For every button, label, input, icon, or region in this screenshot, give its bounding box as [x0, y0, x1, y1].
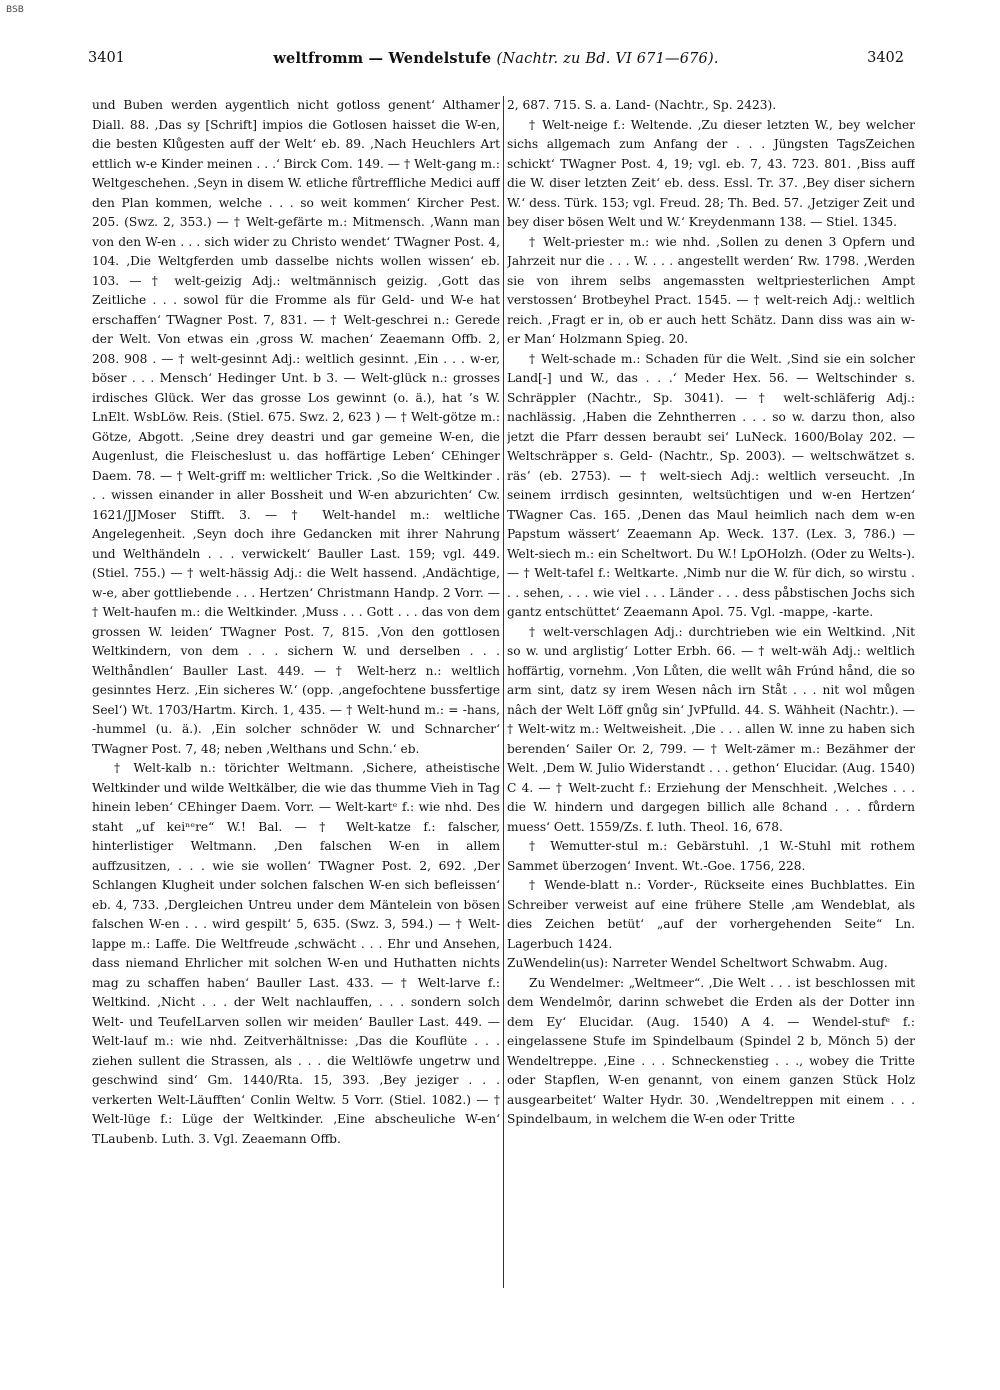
column-divider: [503, 96, 504, 1288]
entry-paragraph: 2, 687. 715. S. a. Land- (Nachtr., Sp. 2423).: [507, 98, 777, 112]
entry-paragraph: † Wemutter-stul m.: Gebärstuhl. ‚1 W.-Stuhl mit rothem Sammet überzogen‘ Invent. Wt.-Goe. 1756, 228.: [507, 839, 915, 873]
running-title: [88, 50, 904, 67]
page-number-left: 3401: [88, 50, 125, 66]
running-title-text: weltfromm — Wendelstufe: [273, 50, 492, 67]
left-column: [92, 96, 500, 1296]
library-stamp: BSB: [6, 5, 24, 15]
page-header: [88, 50, 904, 74]
entry-paragraph: ZuWendelin(us): Narreter Wendel Scheltwort Schwabm. Aug.: [507, 956, 888, 970]
right-column: [507, 96, 915, 1296]
entry-paragraph: † Wende-blatt n.: Vorder-, Rückseite eines Buchblattes. Ein Schreiber verweist auf eine frühere Stelle ‚am Wendeblat, als dies Zeichen betüt‘ „auf der vorhergehenden Seite“ Ln. Lagerbuch 1424.: [507, 878, 915, 951]
entry-paragraph: † Welt-neige f.: Weltende. ‚Zu dieser letzten W., bey welcher sichs allgemach zum Anfang der . . . Jüngsten TagsZeichen schickt‘ TWagner Post. 4, 19; vgl. eb. 7, 43. 723. 801. ‚Biss auff die W. diser letzten Zeit‘ eb. dess. Essl. Tr. 37. ‚Bey diser sichern W.‘ dess. Türk. 153; vgl. Freud. 28; Th. Bed. 57. ‚Jetziger Zeit und bey diser bösen Welt und W.‘ Kreydenmann 138. — Stiel. 1345.: [507, 117, 915, 229]
running-title-subtitle: (Nachtr. zu Bd. VI 671—676).: [496, 51, 719, 67]
page-number-right: 3402: [867, 50, 904, 66]
entry-paragraph: und Buben werden aygentlich nicht gotloss genent‘ Althamer Diall. 88. ‚Das sy [Schrift] impios die Gotlosen haisset die W-en, die besten Klůgesten auff der Welt‘ eb. 89. ‚Nach Heuchlers Art ettlich w-e Kinder meinen . . .‘ Birck Com. 149. — † Welt-gang m.: Weltgeschehen. ‚Seyn in disem W. etliche fůrtreffliche Medici auff den Plan kommen, welche . . . so weit kommen‘ Kircher Pest. 205. (Swz. 2, 353.) — † Welt-gefärte m.: Mitmensch. ‚Wann man von den W-en . . . sich wider zu Christo wendet‘ TWagner Post. 4, 104. ‚Die Weltgferden umb dasselbe nichts wollen wissen‘ eb. 103. — † welt-geizig Adj.: weltmännisch geizig. ‚Gott das Zeitliche . . . sowol für die Fromme als für Geld- und W-e hat erschaffen‘ TWagner Post. 7, 831. — † Welt-geschrei n.: Gerede der Welt. Von etwas ein ‚gross W. machen‘ Zeaemann Offb. 2, 208. 908 . — † welt-gesinnt Adj.: weltlich gesinnt. ‚Ein . . . w-er, böser . . . Mensch‘ Hedinger Unt. b 3. — Welt-glück n.: grosses irdisches Glück. Wer das grosse Los gewinnt (o. ä.), hat ’s W. LnElt. WsbLöw. Reis. (Stiel. 675. Swz. 2, 623 ) — † Welt-götze m.: Götze, Abgott. ‚Seine drey deastri und gar gemeine W-en, die Augenlust, die Fleischeslust u. das hoffärtige Leben‘ CEhinger Daem. 78. — † Welt-griff m: weltlicher Trick. ‚So die Weltkinder . . . wissen einander in aller Bossheit und W-en abzurichten‘ Cw. 1621/JJMoser Stifft. 3. — † Welt-handel m.: weltliche Angelegenheit. ‚Seyn doch ihre Gedancken mit ihrer Nahrung und Welthändeln . . . verwickelt‘ Bauller Last. 159; vgl. 449. (Stiel. 755.) — † welt-hässig Adj.: die Welt hassend. ‚Andächtige, w-e, aber gottliebende . . . Hertzen‘ Christmann Handp. 2 Vorr. — † Welt-haufen m.: die Weltkinder. ‚Muss . . . Gott . . . das von dem grossen W. leiden‘ TWagner Post. 7, 815. ‚Von den gottlosen Weltkindern, von dem . . . sichern W. und derselben . . . Welthåndlen‘ Bauller Last. 449. — † Welt-herz n.: weltlich gesinntes Herz. ‚Ein sicheres W.‘ (opp. ‚angefochtene bussfertige Seel‘) Wt. 1703/Hartm. Kirch. 1, 435. — † Welt-hund m.: = -hans, -hummel (u. ä.). ‚Ein solcher schnöder W. und Schnarcher‘ TWagner Post. 7, 48; neben ‚Welthans und Schn.‘ eb.: [92, 98, 500, 756]
entry-paragraph: † Welt-kalb n.: törichter Weltmann. ‚Sichere, atheistische Weltkinder und wilde Weltkälber, die wie das thumme Vieh in Tag hinein leben‘ CEhinger Daem. Vorr. — Welt-kartᵉ f.: wie nhd. Des staht „uf keiⁿᵉre“ W.! Bal. — † Welt-katze f.: falscher, hinterlistiger Weltmann. ‚Den falschen W-en in allem auffzusitzen, . . . wie sie wollen‘ TWagner Post. 2, 692. ‚Der Schlangen Klugheit under solchen falschen W-en sich befleissen‘ eb. 4, 733. ‚Dergleichen Untreu under dem Mäntelein von bösen falschen W-en . . . wird gespilt‘ 5, 635. (Swz. 3, 594.) — † Welt-lappe m.: Laffe. Die Weltfreude ‚schwächt . . . Ehr und Ansehen, dass niemand Ehrlicher mit solchen W-en und Huthatten nichts mag zu schaffen haben‘ Bauller Last. 433. — † Welt-larve f.: Weltkind. ‚Nicht . . . der Welt nachlauffen, . . . sondern solch Welt- und TeufelLarven sollen wir meiden‘ Bauller Last. 449. — Welt-lauf m.: wie nhd. Zeitverhältnisse: ‚Das die Kouflüte . . . ziehen sullent die Strassen, als . . . die Weltlöwfe ungetrw und geschwind sind‘ Gm. 1440/Rta. 15, 393. ‚Bey jeziger . . . verkerten Welt-Läufften‘ Conlin Weltw. 5 Vorr. (Stiel. 1082.) — † Welt-lüge f.: Lüge der Weltkinder. ‚Eine abscheuliche W-en‘ TLaubenb. Luth. 3. Vgl. Zeaemann Offb.: [92, 761, 500, 1146]
entry-paragraph: † Welt-schade m.: Schaden für die Welt. ‚Sind sie ein solcher Land[-] und W., das . . .‘ Meder Hex. 56. — Weltschinder s. Schräppler (Nachtr., Sp. 3041). — † welt-schläferig Adj.: nachlässig. ‚Haben die Zehntherren . . . so w. darzu thon, also jetzt die Pfarr dessen beraubt sei‘ LuNeck. 1600/Bolay 202. — Weltschräpper s. Geld- (Nachtr., Sp. 2003). — weltschwätzet s. räsʼ (eb. 2753). — † welt-siech Adj.: weltlich verseucht. ‚In seinem irrdisch gesinnten, weltsüchtigen und w-en Hertzen‘ TWagner Cas. 165. ‚Denen das Maul heimlich nach dem w-en Papstum wässert‘ Zeaemann Ap. Weck. 137. (Lex. 3, 786.) — Welt-siech m.: ein Scheltwort. Du W.! LpOHolzh. (Oder zu Welts-). — † Welt-tafel f.: Weltkarte. ‚Nimb nur die W. für dich, so wirstu . . . sehen, . . . wie viel . . . Länder . . . dess påbstischen Jochs sich gantz entschüttet‘ Zeaemann Apol. 75. Vgl. -mappe, -karte.: [507, 351, 915, 619]
entry-paragraph: † welt-verschlagen Adj.: durchtrieben wie ein Weltkind. ‚Nit so w. und arglistig‘ Lotter Erbh. 66. — † welt-wäh Adj.: weltlich hoffärtig, vornehm. ‚Von Lůten, die wellt wâh Frúnd hånd, die so arm sint, datz sy irem Wesen nâch irn Ståt . . . nit wol můgen nâch der Welt Löff gnůg sin‘ JvPfulld. 44. S. Wähheit (Nachtr.). — † Welt-witz m.: Weltweisheit. ‚Die . . . allen W. inne zu haben sich berenden‘ Sailer Or. 2, 799. — † Welt-zämer m.: Bezähmer der Welt. ‚Dem W. Julio Widerstandt . . . gethon‘ Elucidar. (Aug. 1540) C 4. — † Welt-zucht f.: Erziehung der Menschheit. ‚Welches . . . die W. hindern und dargegen billich alle 8chand . . . fůrdern muess‘ Oett. 1559/Zs. f. luth. Theol. 16, 678.: [507, 624, 915, 834]
entry-paragraph: Zu Wendelmer: „Weltmeer“. ‚Die Welt . . . ist beschlossen mit dem Wendelmôr, darinn schwebet die Erden als der Dotter inn dem Ey‘ Elucidar. (Aug. 1540) A 4. — Wendel-stufᵉ f.: eingelassene Stufe im Spindelbaum (Spindel 2 b, Mönch 5) der Wendeltreppe. ‚Eine . . . Schneckenstieg . . ., wobey die Tritte oder Stapflen, W-en genannt, von einem ganzen Stück Holz ausgearbeitet‘ Walter Hydr. 30. ‚Wendeltreppen mit einem . . . Spindelbaum, in welchem die W-en oder Tritte: [507, 975, 915, 1126]
entry-paragraph: † Welt-priester m.: wie nhd. ‚Sollen zu denen 3 Opfern und Jahrzeit nur die . . . W. . . . angestellt werden‘ Rw. 1798. ‚Werden sie von ihrem selbs angemassten weltpriesterlichen Ampt verstossen‘ Brotbeyhel Pract. 1545. — † welt-reich Adj.: weltlich reich. ‚Fragt er in, ob er auch hett Schätz. Dann diss was ain w-er Man‘ Holzmann Spieg. 20.: [507, 234, 915, 346]
